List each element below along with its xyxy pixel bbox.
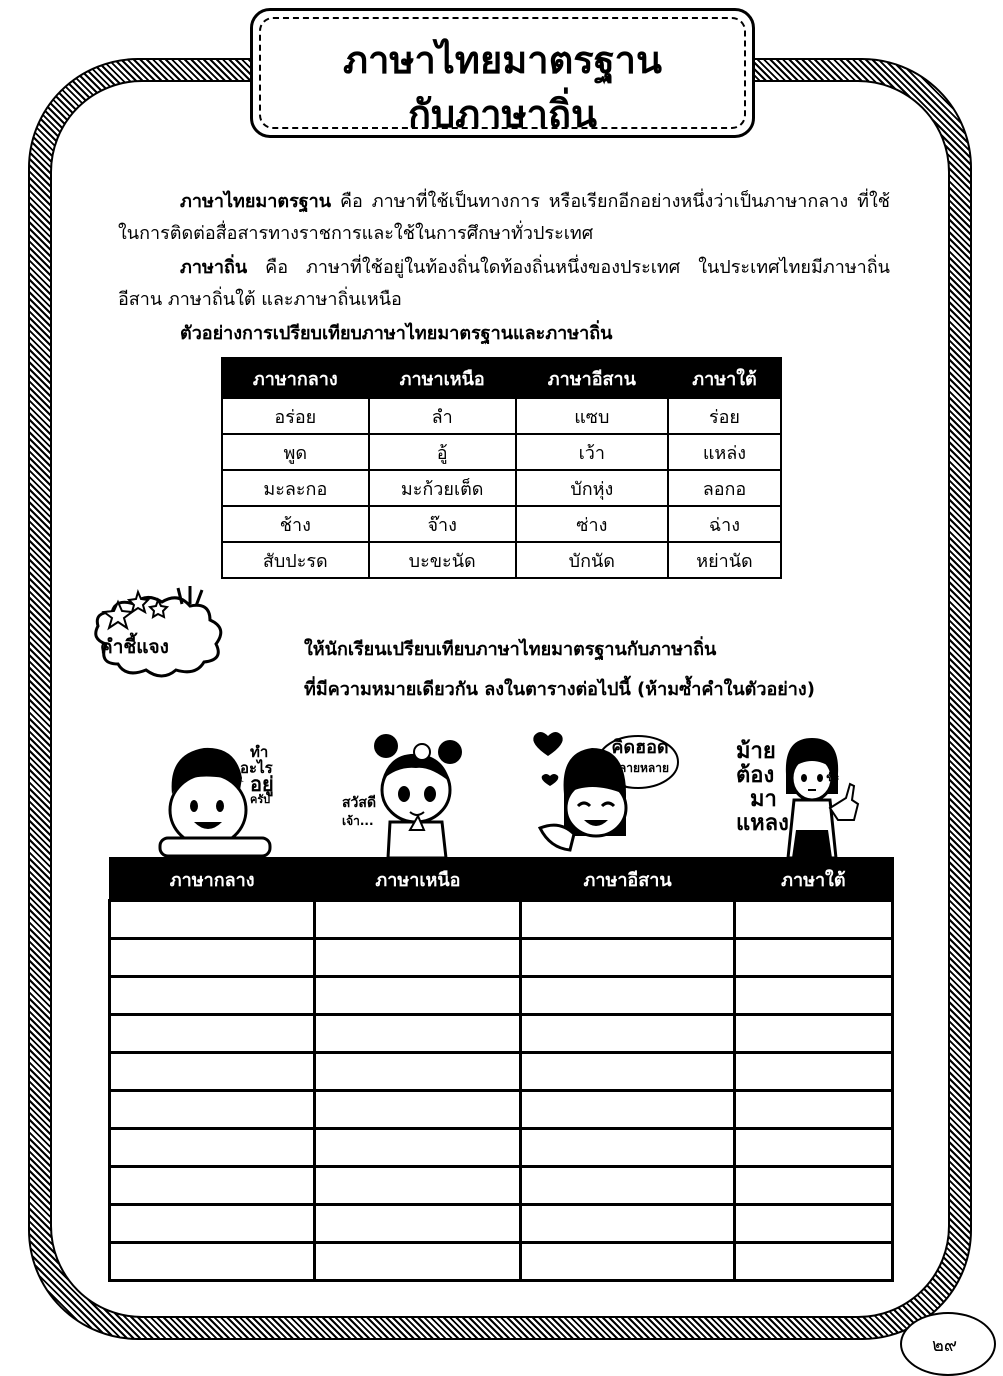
speech-text: ทำ <box>250 743 269 761</box>
answer-cell[interactable] <box>521 901 734 939</box>
speech-text: มา <box>750 787 777 812</box>
speech-text: ม้าย <box>736 739 776 764</box>
table-cell: สับปะรด <box>222 542 369 578</box>
title-line-1: ภาษาไทยมาตรฐาน <box>343 38 662 82</box>
table-cell: บักหุ่ง <box>516 470 668 506</box>
speech-text: ครับ <box>250 793 271 806</box>
table-cell: ช้าง <box>222 506 369 542</box>
answer-row <box>110 939 893 977</box>
term-dialect: ภาษาถิ่น <box>180 257 248 278</box>
speech-text: แหลง <box>736 811 789 836</box>
example-heading: ตัวอย่างการเปรียบเทียบภาษาไทยมาตรฐานและภาษาถิ่น <box>180 323 613 344</box>
speech-text: เจ้า... <box>342 814 374 828</box>
answer-cell[interactable] <box>734 1205 892 1243</box>
cartoon-4-speech <box>736 740 789 836</box>
answer-cell[interactable] <box>110 1091 315 1129</box>
speech-text: หลายหลาย <box>610 761 670 775</box>
answer-row <box>110 1015 893 1053</box>
answer-cell[interactable] <box>521 1091 734 1129</box>
answer-table <box>108 857 894 1282</box>
header-northeastern: ภาษาอีสาน <box>516 358 668 398</box>
answer-cell[interactable] <box>315 939 521 977</box>
paragraph-dialect <box>118 252 890 316</box>
table-cell: แหล่ง <box>668 434 781 470</box>
answer-cell[interactable] <box>110 1167 315 1205</box>
answer-cell[interactable] <box>110 901 315 939</box>
term-standard-thai: ภาษาไทยมาตรฐาน <box>180 191 332 212</box>
table-cell: เว้า <box>516 434 668 470</box>
answer-cell[interactable] <box>521 1243 734 1281</box>
answer-cell[interactable] <box>521 1053 734 1091</box>
table-cell: หย่านัด <box>668 542 781 578</box>
answer-cell[interactable] <box>110 1053 315 1091</box>
answer-cell[interactable] <box>110 977 315 1015</box>
answer-row <box>110 901 893 939</box>
title-banner <box>250 8 755 138</box>
header-southern: ภาษาใต้ <box>734 858 892 901</box>
answer-row <box>110 1129 893 1167</box>
answer-cell[interactable] <box>110 1129 315 1167</box>
table-cell: พูด <box>222 434 369 470</box>
table-row <box>222 434 781 470</box>
answer-row <box>110 1091 893 1129</box>
answer-row <box>110 977 893 1015</box>
cartoon-3-speech <box>600 738 680 778</box>
answer-cell[interactable] <box>734 1091 892 1129</box>
example-table <box>221 357 782 579</box>
table-cell: ลำ <box>369 398 516 434</box>
answer-table-header <box>110 858 893 901</box>
table-cell: ลอกอ <box>668 470 781 506</box>
answer-cell[interactable] <box>315 1015 521 1053</box>
answer-cell[interactable] <box>734 1015 892 1053</box>
page-number-bubble <box>900 1312 996 1376</box>
answer-cell[interactable] <box>315 1205 521 1243</box>
header-southern: ภาษาใต้ <box>668 358 781 398</box>
instructions-label: คำชี้แจง <box>100 636 169 658</box>
answer-cell[interactable] <box>521 1129 734 1167</box>
answer-cell[interactable] <box>734 1053 892 1091</box>
table-cell: แซบ <box>516 398 668 434</box>
answer-cell[interactable] <box>521 1205 734 1243</box>
table-row <box>222 542 781 578</box>
cartoon-2-speech <box>342 794 376 830</box>
instructions-line-2: ที่มีความหมายเดียวกัน ลงในตารางต่อไปนี้ (ห้ามซ้ำคำในตัวอย่าง) <box>304 679 815 700</box>
speech-text: คิดฮอด <box>611 737 669 758</box>
answer-cell[interactable] <box>315 1053 521 1091</box>
header-northern: ภาษาเหนือ <box>315 858 521 901</box>
header-central: ภาษากลาง <box>222 358 369 398</box>
answer-row <box>110 1243 893 1281</box>
answer-cell[interactable] <box>734 939 892 977</box>
answer-cell[interactable] <box>734 1243 892 1281</box>
table-cell: มะละกอ <box>222 470 369 506</box>
speech-text: อะไร <box>240 759 273 777</box>
answer-cell[interactable] <box>734 901 892 939</box>
answer-cell[interactable] <box>110 1015 315 1053</box>
table-cell: ฉ่าง <box>668 506 781 542</box>
answer-cell[interactable] <box>110 939 315 977</box>
table-cell: อู้ <box>369 434 516 470</box>
page-number: ๒๙ <box>932 1335 958 1356</box>
answer-cell[interactable] <box>315 1129 521 1167</box>
speech-text: อยู่ <box>250 772 274 796</box>
table-cell: มะก้วยเต็ด <box>369 470 516 506</box>
header-northern: ภาษาเหนือ <box>369 358 516 398</box>
table-cell: ร่อย <box>668 398 781 434</box>
answer-cell[interactable] <box>734 1129 892 1167</box>
cartoon-4-exclaim: ช๊ะ <box>826 771 840 784</box>
answer-cell[interactable] <box>521 939 734 977</box>
table-cell: บะขะนัด <box>369 542 516 578</box>
answer-cell[interactable] <box>315 977 521 1015</box>
answer-row <box>110 1053 893 1091</box>
paragraph-standard-thai <box>118 186 890 250</box>
definition-standard-thai: คือ ภาษาที่ใช้เป็นทางการ หรือเรียกอีกอย่างหนึ่งว่าเป็นภาษากลาง ที่ใช้ในการติดต่อสื่อสารทางราชการและใช้ในการศึกษาทั่วประเทศ <box>118 191 890 244</box>
title-line-2: กับภาษาถิ่น <box>408 92 597 136</box>
answer-cell[interactable] <box>521 1015 734 1053</box>
answer-cell[interactable] <box>110 1243 315 1281</box>
table-cell: ซ่าง <box>516 506 668 542</box>
table-row <box>222 398 781 434</box>
answer-cell[interactable] <box>315 901 521 939</box>
answer-cell[interactable] <box>521 977 734 1015</box>
example-heading-row <box>118 318 890 350</box>
table-cell: จ๊าง <box>369 506 516 542</box>
table-cell: บักนัด <box>516 542 668 578</box>
cartoon-1-speech <box>240 743 274 808</box>
instructions-line-1: ให้นักเรียนเปรียบเทียบภาษาไทยมาตรฐานกับภาษาถิ่น <box>304 639 717 660</box>
answer-cell[interactable] <box>734 977 892 1015</box>
speech-text: สวัสดี <box>342 795 377 811</box>
answer-cell[interactable] <box>734 1167 892 1205</box>
answer-cell[interactable] <box>315 1243 521 1281</box>
answer-cell[interactable] <box>110 1205 315 1243</box>
definition-dialect: คือ ภาษาที่ใช้อยู่ในท้องถิ่นใดท้องถิ่นหนึ่งของประเทศ ในประเทศไทยมีภาษาถิ่นอีสาน ภาษาถิ่นใต้ และภาษาถิ่นเหนือ <box>118 257 890 310</box>
table-row <box>222 506 781 542</box>
speech-text: ต้อง <box>736 763 775 788</box>
answer-cell[interactable] <box>521 1167 734 1205</box>
header-central: ภาษากลาง <box>110 858 315 901</box>
answer-row <box>110 1205 893 1243</box>
header-northeastern: ภาษาอีสาน <box>521 858 734 901</box>
example-table-header <box>222 358 781 398</box>
table-row <box>222 470 781 506</box>
answer-row <box>110 1167 893 1205</box>
answer-cell[interactable] <box>315 1091 521 1129</box>
table-cell: อร่อย <box>222 398 369 434</box>
answer-cell[interactable] <box>315 1167 521 1205</box>
